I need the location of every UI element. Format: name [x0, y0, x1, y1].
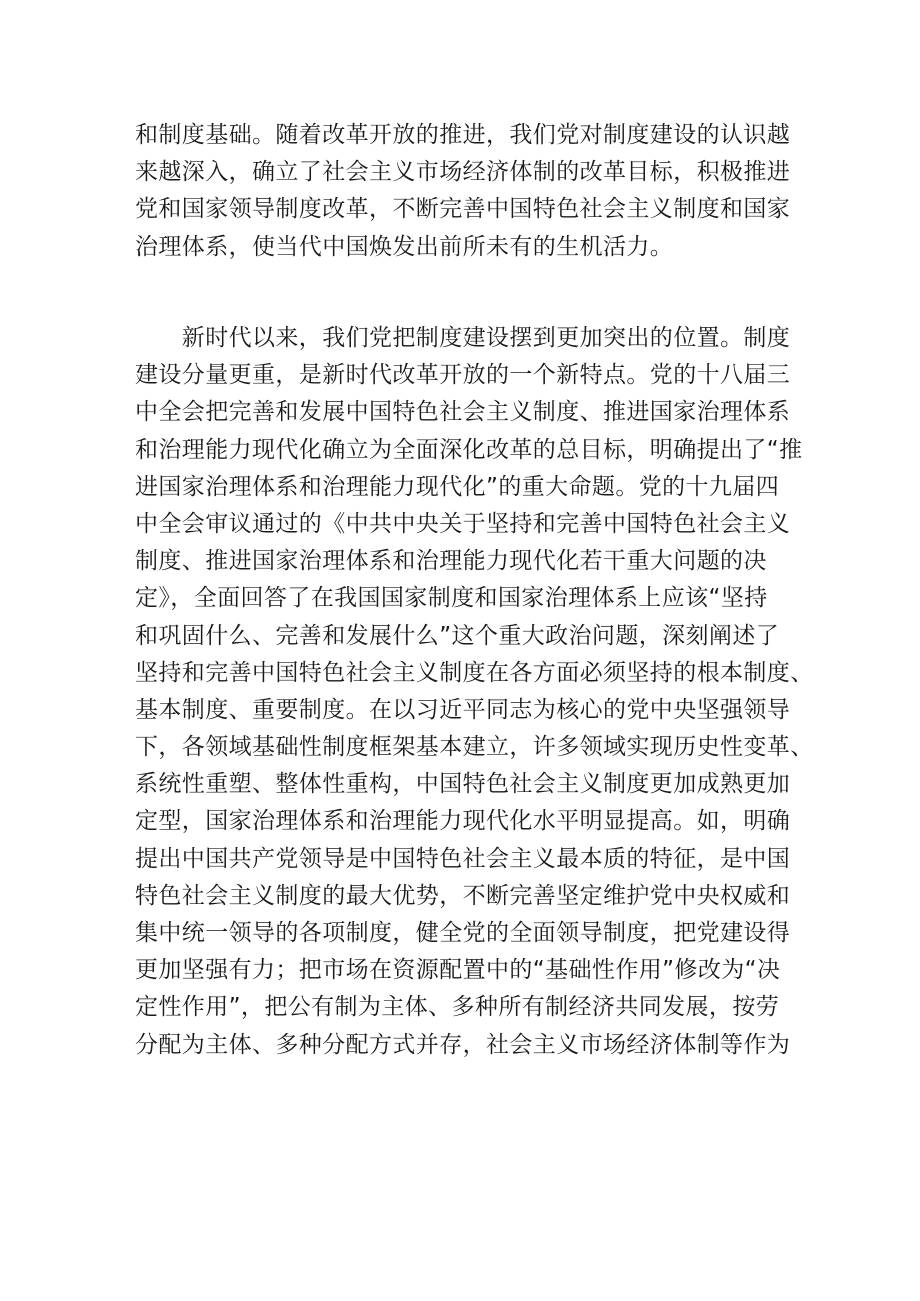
paragraph-line: 定》，全面回答了在我国国家制度和国家治理体系上应该“坚持: [135, 585, 768, 612]
paragraph-line: 定性作用”，把公有制为主体、多种所有制经济共同发展，按劳: [135, 994, 780, 1021]
paragraph-line: 系统性重塑、整体性重构，中国特色社会主义制度更加成熟更加: [135, 771, 791, 798]
paragraph-line: 下，各领域基础性制度框架基本建立，许多领域实现历史性变革、: [135, 734, 814, 761]
paragraph-1: [135, 117, 795, 266]
paragraph-line: 分配为主体、多种分配方式并存，社会主义市场经济体制等作为: [135, 1031, 791, 1058]
paragraph-line: 建设分量更重，是新时代改革开放的一个新特点。党的十八届三: [135, 362, 791, 389]
paragraph-line: 特色社会主义制度的最大优势，不断完善坚定维护党中央权威和: [135, 882, 791, 909]
paragraph-line: 中全会审议通过的《中共中央关于坚持和完善中国特色社会主义: [135, 510, 791, 537]
paragraph-line: 党和国家领导制度改革，不断完善中国特色社会主义制度和国家: [135, 196, 791, 223]
paragraph-line: 和巩固什么、完善和发展什么”这个重大政治问题，深刻阐述了: [135, 622, 780, 649]
paragraph-line: 进国家治理体系和治理能力现代化”的重大命题。党的十九届四: [135, 473, 780, 500]
paragraph-line: 来越深入，确立了社会主义市场经济体制的改革目标，积极推进: [135, 159, 791, 186]
paragraph-line: [135, 1064, 795, 1101]
paragraph-line: 制度、推进国家治理体系和治理能力现代化若干重大问题的决: [135, 548, 767, 575]
paragraph-2: [135, 320, 814, 1138]
paragraph-line: 中全会把完善和发展中国特色社会主义制度、推进国家治理体系: [135, 399, 791, 426]
paragraph-line: 更加坚强有力；把市场在资源配置中的“基础性作用”修改为“决: [135, 957, 781, 984]
paragraph-line: 定型，国家治理体系和治理能力现代化水平明显提高。如，明确: [135, 808, 791, 835]
paragraph-line: 和治理能力现代化确立为全面深化改革的总目标，明确提出了“推: [135, 436, 803, 463]
paragraph-line: [135, 1101, 795, 1138]
paragraph-line: 基本制度、重要制度。在以习近平同志为核心的党中央坚强领导: [135, 696, 791, 723]
paragraph-line: 新时代以来，我们党把制度建设摆到更加突出的位置。制度: [135, 325, 791, 351]
paragraph-line: 提出中国共产党领导是中国特色社会主义最本质的特征，是中国: [135, 845, 791, 872]
paragraph-line: 坚持和完善中国特色社会主义制度在各方面必须坚持的根本制度、: [135, 659, 814, 686]
paragraph-line: 和制度基础。随着改革开放的推进，我们党对制度建设的认识越: [135, 122, 791, 148]
paragraph-line: 治理体系，使当代中国焕发出前所未有的生机活力。: [135, 233, 674, 260]
paragraph-line: 集中统一领导的各项制度，健全党的全面领导制度，把党建设得: [135, 920, 791, 946]
